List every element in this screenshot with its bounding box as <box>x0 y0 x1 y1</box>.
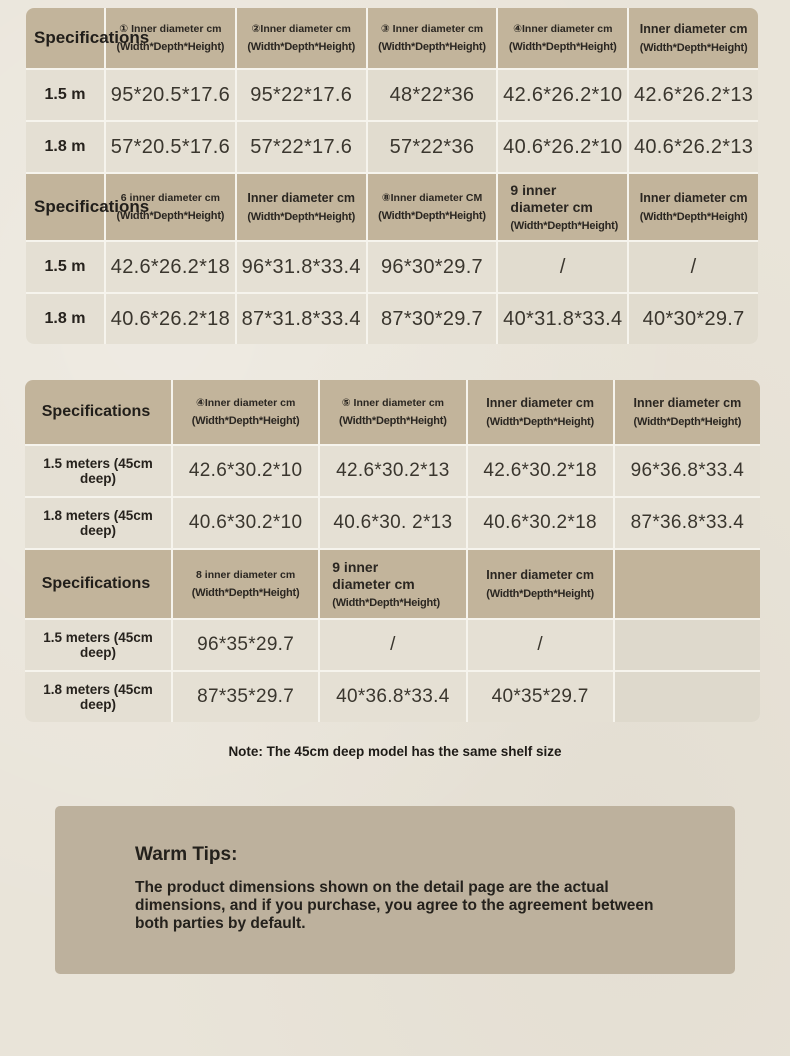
col-header-5: Inner diameter cm (Width*Depth*Height) <box>629 8 758 68</box>
col-header-6: 6 inner diameter cm (Width*Depth*Height) <box>106 174 235 240</box>
value-cell: 48*22*36 <box>368 70 497 120</box>
spec-label: Specifications <box>34 197 150 216</box>
value-cell: 40*35*29.7 <box>468 672 613 722</box>
col-header-4: ④Inner diameter cm (Width*Depth*Height) <box>498 8 627 68</box>
col-header-6d: Inner diameter cm (Width*Depth*Height) <box>468 380 613 444</box>
value-cell: 95*20.5*17.6 <box>106 70 235 120</box>
value-cell: 40.6*26.2*18 <box>106 294 235 344</box>
value-cell: 42.6*30.2*13 <box>320 446 465 496</box>
warm-tips-box <box>55 806 735 974</box>
value-cell: 42.6*30.2*18 <box>468 446 613 496</box>
col-header-4d: ④Inner diameter cm (Width*Depth*Height) <box>173 380 318 444</box>
warm-tips-body: The product dimensions shown on the detail page are the actual dimensions, and if you purchase, you agree to the agreement between both parties by default. <box>135 879 654 933</box>
value-cell: / <box>320 620 465 670</box>
col-header-10: Inner diameter cm (Width*Depth*Height) <box>629 174 758 240</box>
value-cell: 87*30*29.7 <box>368 294 497 344</box>
col-header-8: ⑧Inner diameter CM (Width*Depth*Height) <box>368 174 497 240</box>
note-text: Note: The 45cm deep model has the same shelf size <box>228 744 562 759</box>
row-label: 1.5 m <box>26 242 104 292</box>
value-cell: 42.6*26.2*18 <box>106 242 235 292</box>
col-header-2: ②Inner diameter cm (Width*Depth*Height) <box>237 8 366 68</box>
value-cell: 40.6*26.2*10 <box>498 122 627 172</box>
value-cell: 87*35*29.7 <box>173 672 318 722</box>
value-cell: / <box>629 242 758 292</box>
row-label: 1.5 m <box>26 70 104 120</box>
value-cell: 87*31.8*33.4 <box>237 294 366 344</box>
value-cell: 57*22*36 <box>368 122 497 172</box>
col-header-5d: ⑤ Inner diameter cm (Width*Depth*Height) <box>320 380 465 444</box>
row-label: 1.8 meters (45cm deep) <box>25 672 171 722</box>
row-label: 1.8 m <box>26 294 104 344</box>
row-label: 1.8 m <box>26 122 104 172</box>
value-cell: 96*31.8*33.4 <box>237 242 366 292</box>
spec-label: Specifications <box>34 28 150 47</box>
value-cell: 42.6*30.2*10 <box>173 446 318 496</box>
value-cell: 40.6*26.2*13 <box>629 122 758 172</box>
col-header-10d: Inner diameter cm (Width*Depth*Height) <box>468 550 613 618</box>
spec-header-cell <box>25 550 171 618</box>
col-header-1: ① Inner diameter cm (Width*Depth*Height) <box>106 8 235 68</box>
row-label: 1.5 meters (45cm deep) <box>25 446 171 496</box>
col-header-8d: 8 inner diameter cm (Width*Depth*Height) <box>173 550 318 618</box>
row-label: 1.5 meters (45cm deep) <box>25 620 171 670</box>
spec-label: Specifications <box>41 403 151 420</box>
col-header-9d: 9 inner diameter cm (Width*Depth*Height) <box>320 550 465 618</box>
spec-header-cell <box>26 174 150 240</box>
col-header-7: Inner diameter cm (Width*Depth*Height) <box>237 174 366 240</box>
value-cell: 40.6*30. 2*13 <box>320 498 465 548</box>
value-cell: 95*22*17.6 <box>237 70 366 120</box>
empty-cell <box>615 620 760 670</box>
value-cell: 40*31.8*33.4 <box>498 294 627 344</box>
value-cell: 96*30*29.7 <box>368 242 497 292</box>
empty-cell <box>615 672 760 722</box>
value-cell: 40.6*30.2*10 <box>173 498 318 548</box>
value-cell: 57*22*17.6 <box>237 122 366 172</box>
col-header-9: 9 inner diameter cm (Width*Depth*Height) <box>498 174 627 240</box>
value-cell: 42.6*26.2*13 <box>629 70 758 120</box>
spec-header-cell <box>26 8 150 68</box>
spec-table-45cm-deep <box>25 380 760 722</box>
value-cell: 96*36.8*33.4 <box>615 446 760 496</box>
spec-label: Specifications <box>41 575 151 592</box>
value-cell: 87*36.8*33.4 <box>615 498 760 548</box>
value-cell: 57*20.5*17.6 <box>106 122 235 172</box>
value-cell: 40*36.8*33.4 <box>320 672 465 722</box>
col-header-empty <box>615 550 760 618</box>
value-cell: 40.6*30.2*18 <box>468 498 613 548</box>
warm-tips-title: Warm Tips: <box>135 844 238 865</box>
spec-header-cell <box>25 380 171 444</box>
value-cell: / <box>468 620 613 670</box>
value-cell: 42.6*26.2*10 <box>498 70 627 120</box>
value-cell: / <box>498 242 627 292</box>
value-cell: 40*30*29.7 <box>629 294 758 344</box>
value-cell: 96*35*29.7 <box>173 620 318 670</box>
col-header-3: ③ Inner diameter cm (Width*Depth*Height) <box>368 8 497 68</box>
col-header-7d: Inner diameter cm (Width*Depth*Height) <box>615 380 760 444</box>
spec-table-standard <box>26 8 758 344</box>
row-label: 1.8 meters (45cm deep) <box>25 498 171 548</box>
